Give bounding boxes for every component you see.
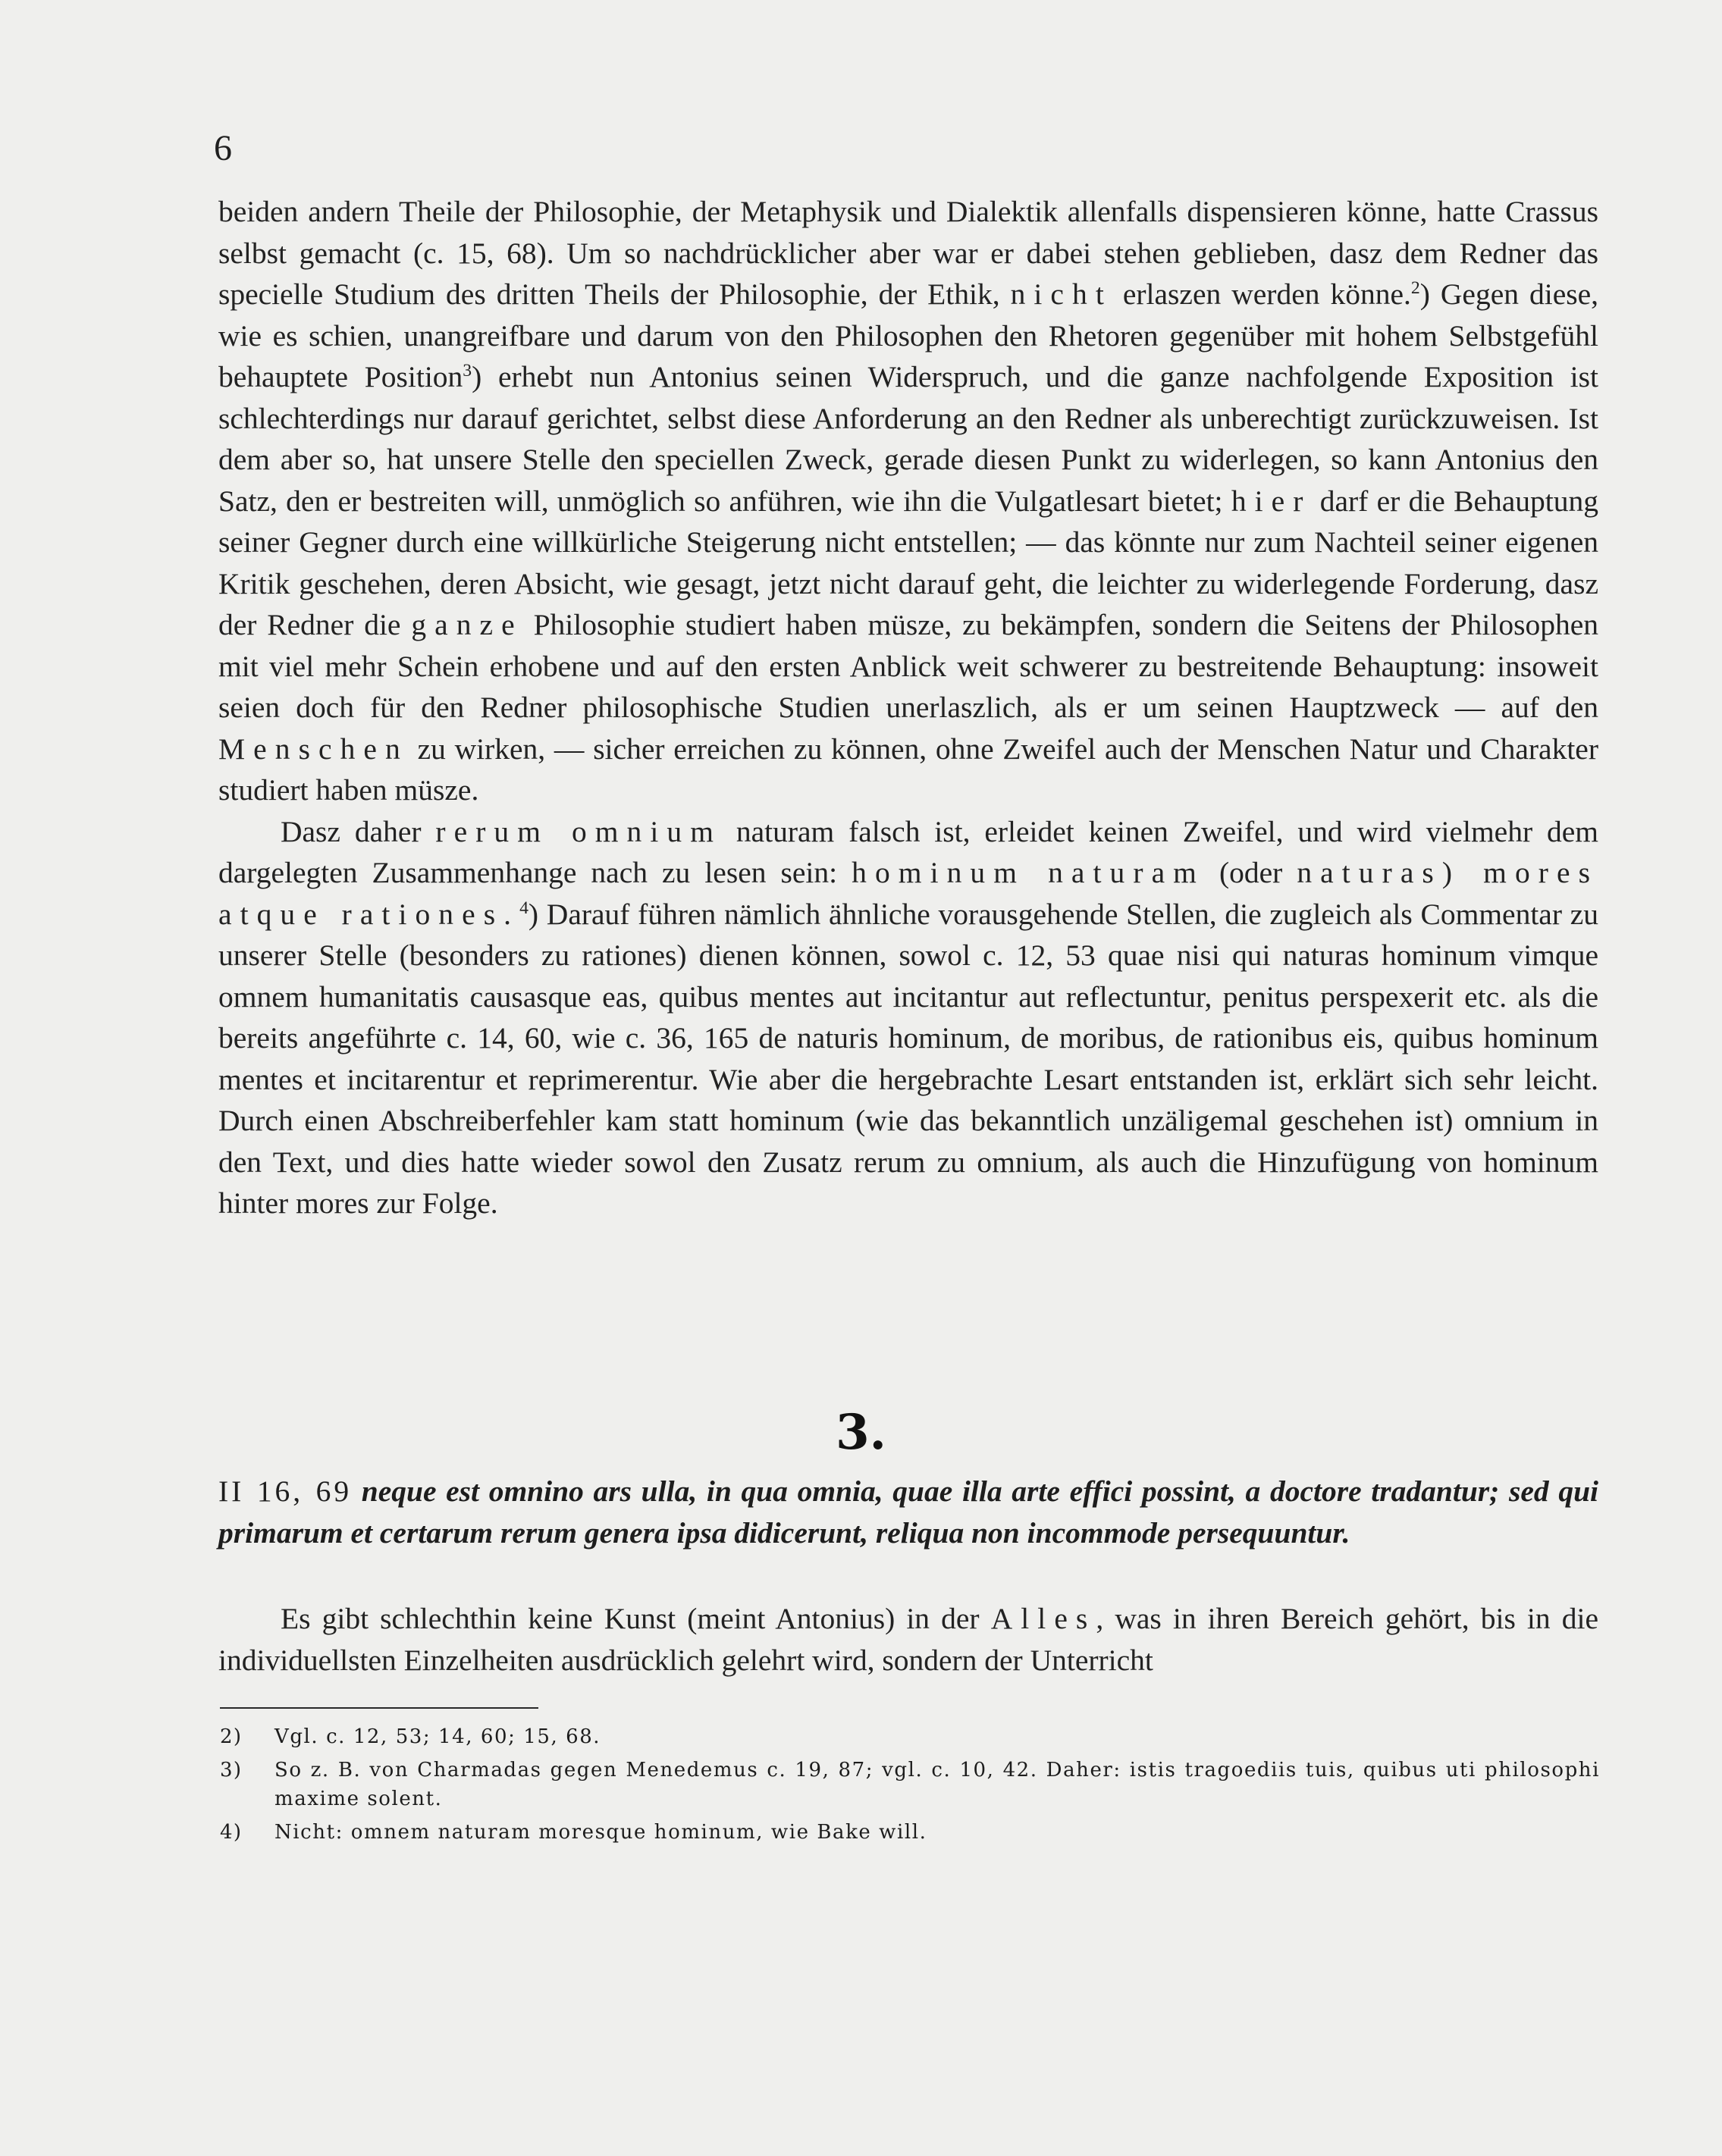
footnote-text: Nicht: omnem naturam moresque hominum, wie Bake will. bbox=[274, 1821, 927, 1844]
footnote-2 bbox=[220, 1722, 1600, 1751]
footnote-4 bbox=[220, 1818, 1600, 1847]
paragraph-2: Dasz daher rerum omnium naturam falsch ist, erleidet keinen Zweifel, und wird vielmehr dem dargelegten Zusammenhange nach zu lesen sein: hominum naturam (oder naturas) mores atque rationes.$^4$) Darauf führen nämlich ähnliche vorausgehende Stellen, die zugleich als Commentar zu unserer Stelle (besonders zu rationes) dienen können, sowol c. 12, 53 quae nisi qui naturas hominum vimque omnem humanitatis causasque eas, quibus mentes aut incitantur aut reflectuntur, penitus perspexerit etc. als die bereits angeführte c. 14, 60, wie c. 36, 165 de naturis hominum, de moribus, de rationibus eis, quibus hominum mentes et incitarentur et reprimerentur. Wie aber die hergebrachte Lesart entstanden ist, erklärt sich sehr leicht. Durch einen Abschreiberfehler kam statt hominum (wie das bekanntlich unzäligemal geschehen ist) omnium in den Text, und dies hatte wieder sowol den Zusatz rerum zu omnium, als auch die Hinzufügung von hominum hinter mores zur Folge. bbox=[218, 814, 1599, 1220]
footnote-3 bbox=[220, 1756, 1600, 1813]
spaced-emphasis: Menschen bbox=[218, 732, 409, 766]
section-body bbox=[218, 1598, 1598, 1681]
footnote-text: Vgl. c. 12, 53; 14, 60; 15, 68. bbox=[274, 1725, 601, 1748]
spaced-emphasis: naturas) mores atque rationes. bbox=[218, 856, 1599, 931]
spaced-emphasis: rerum omnium bbox=[435, 814, 722, 848]
footnote-divider bbox=[220, 1707, 538, 1709]
paragraph-3: Es gibt schlechthin keine Kunst (meint Antonius) in der Alles, was in ihren Bereich gehört, bis in die individuellsten Einzelheiten ausdrücklich gelehrt wird, sondern der Unterricht bbox=[218, 1602, 1598, 1677]
footnote-ref[interactable]: 2 bbox=[1410, 277, 1420, 298]
footnotes bbox=[220, 1722, 1600, 1851]
section-quote bbox=[218, 1471, 1598, 1553]
spaced-emphasis: nicht bbox=[1010, 277, 1112, 311]
footnote-ref[interactable]: 3 bbox=[463, 360, 472, 381]
spaced-emphasis: Alles bbox=[990, 1602, 1096, 1635]
footnote-number: 4) bbox=[220, 1821, 243, 1844]
spaced-emphasis: hier bbox=[1231, 484, 1312, 518]
footnote-number: 2) bbox=[220, 1725, 243, 1748]
footnote-number: 3) bbox=[220, 1759, 243, 1782]
section-number: 3. bbox=[836, 1404, 886, 1461]
page-number: 6 bbox=[214, 128, 232, 168]
spaced-emphasis: hominum naturam bbox=[852, 856, 1205, 889]
main-body bbox=[218, 191, 1598, 1224]
footnote-text: So z. B. von Charmadas gegen Menedemus c. 19, 87; vgl. c. 10, 42. Daher: istis tragoediis tuis, quibus uti philosophi maxime solent. bbox=[274, 1759, 1600, 1810]
quote-latin-text: neque est omnino ars ulla, in qua omnia, quae illa arte effici possint, a doctore tradantur; sed qui primarum et certarum rerum genera ipsa didicerunt, reliqua non incommode persequuntur. bbox=[218, 1474, 1599, 1550]
paragraph-1: beiden andern Theile der Philosophie, der Metaphysik und Dialektik allenfalls dispensieren könne, hatte Crassus selbst gemacht (c. 15, 68). Um so nachdrücklicher aber war er dabei stehen geblieben, dasz dem Redner das specielle Studium des dritten Theils der Philosophie, der Ethik, nicht erlaszen werden könne.$^2$) Gegen diese, wie es schien, unangreifbare und darum von den Philosophen den Rhetoren gegenüber mit hohem Selbstgefühl behauptete Position$^3$) erhebt nun Antonius seinen Widerspruch, und die ganze nachfolgende Exposition ist schlechterdings nur darauf gerichtet, selbst diese Anforderung an den Redner als unberechtigt zurückzuweisen. Ist dem aber so, hat unsere Stelle den speciellen Zweck, gerade diesen Punkt zu widerlegen, so kann Antonius den Satz, den er bestreiten will, unmöglich so anführen, wie ihn die Vulgatlesart bietet; hier darf er die Behauptung seiner Gegner durch eine willkürliche Steigerung nicht entstellen; — das könnte nur zum Nachteil seiner eigenen Kritik geschehen, deren Absicht, wie gesagt, jetzt nicht darauf geht, die leichter zu widerlegende Forderung, dasz der Redner die ganze Philosophie studiert haben müsze, zu bekämpfen, sondern die Seitens der Philosophen mit viel mehr Schein erhobene und auf den ersten Anblick weit schwerer zu bestreitende Behauptung: insoweit seien doch für den Redner philosophische Studien unerlaszlich, als er um seinen Hauptzweck — auf den Menschen zu wirken, — sicher erreichen zu können, ohne Zweifel auch der Menschen Natur und Charakter studiert haben müsze. bbox=[218, 195, 1599, 807]
footnote-ref[interactable]: 4 bbox=[519, 898, 529, 918]
quote-reference: II 16, 69 bbox=[218, 1474, 353, 1508]
spaced-emphasis: ganze bbox=[411, 608, 523, 641]
